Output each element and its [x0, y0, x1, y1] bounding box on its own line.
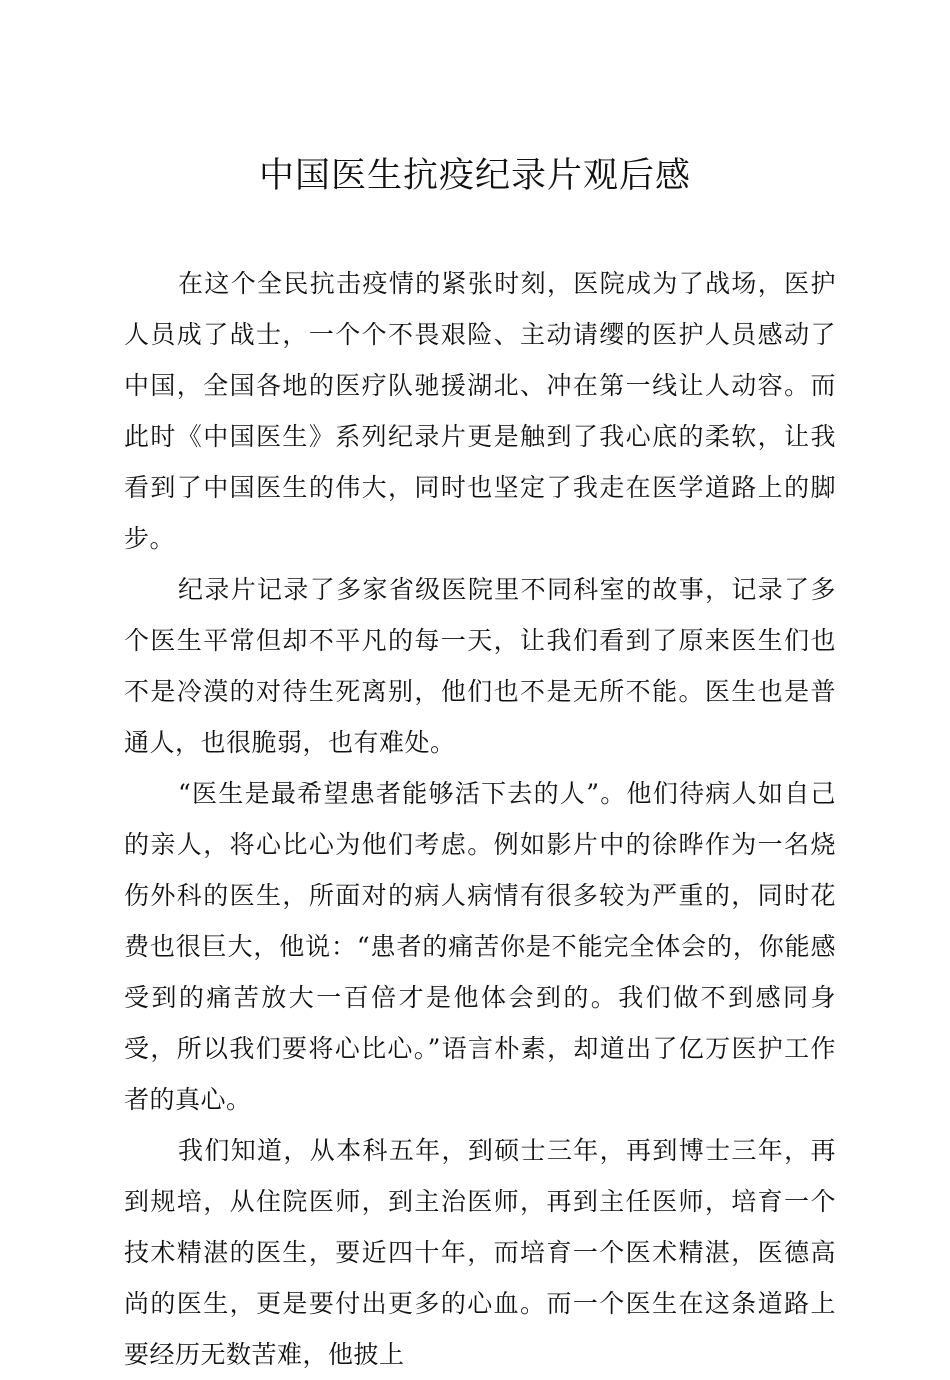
document-body [124, 258, 836, 1380]
paragraph-2: 纪录片记录了多家省级医院里不同科室的故事，记录了多个医生平常但却不平凡的每一天，让我们看到了原来医生们也不是冷漠的对待生死离别，他们也不是无所不能。医生也是普通人，也很脆弱，也有难处。 [124, 575, 836, 757]
paragraph-1: 在这个全民抗击疫情的紧张时刻，医院成为了战场，医护人员成了战士，一个个不畏艰险、主动请缨的医护人员感动了中国，全国各地的医疗队驰援湖北、冲在第一线让人动容。而此时《中国医生》系列纪录片更是触到了我心底的柔软，让我看到了中国医生的伟大，同时也坚定了我走在医学道路上的脚步。 [124, 269, 836, 553]
document-title: 中国医生抗疫纪录片观后感 [258, 156, 691, 196]
paragraph-3: “医生是最希望患者能够活下去的人”。他们待病人如自己的亲人，将心比心为他们考虑。例如影片中的徐晔作为一名烧伤外科的医生，所面对的病人病情有很多较为严重的，同时花费也很巨大，他说：“患者的痛苦你是不能完全体会的，你能感受到的痛苦放大一百倍才是他体会到的。我们做不到感同身受，所以我们要将心比心。”语言朴素，却道出了亿万医护工作者的真心。 [124, 779, 836, 1114]
paragraph-4: 我们知道，从本科五年，到硕士三年，再到博士三年，再到规培，从住院医师，到主治医师，再到主任医师，培育一个技术精湛的医生，要近四十年，而培育一个医术精湛，医德高尚的医生，更是要付出更多的心血。而一个医生在这条道路上要经历无数苦难，他披上 [124, 1136, 836, 1369]
